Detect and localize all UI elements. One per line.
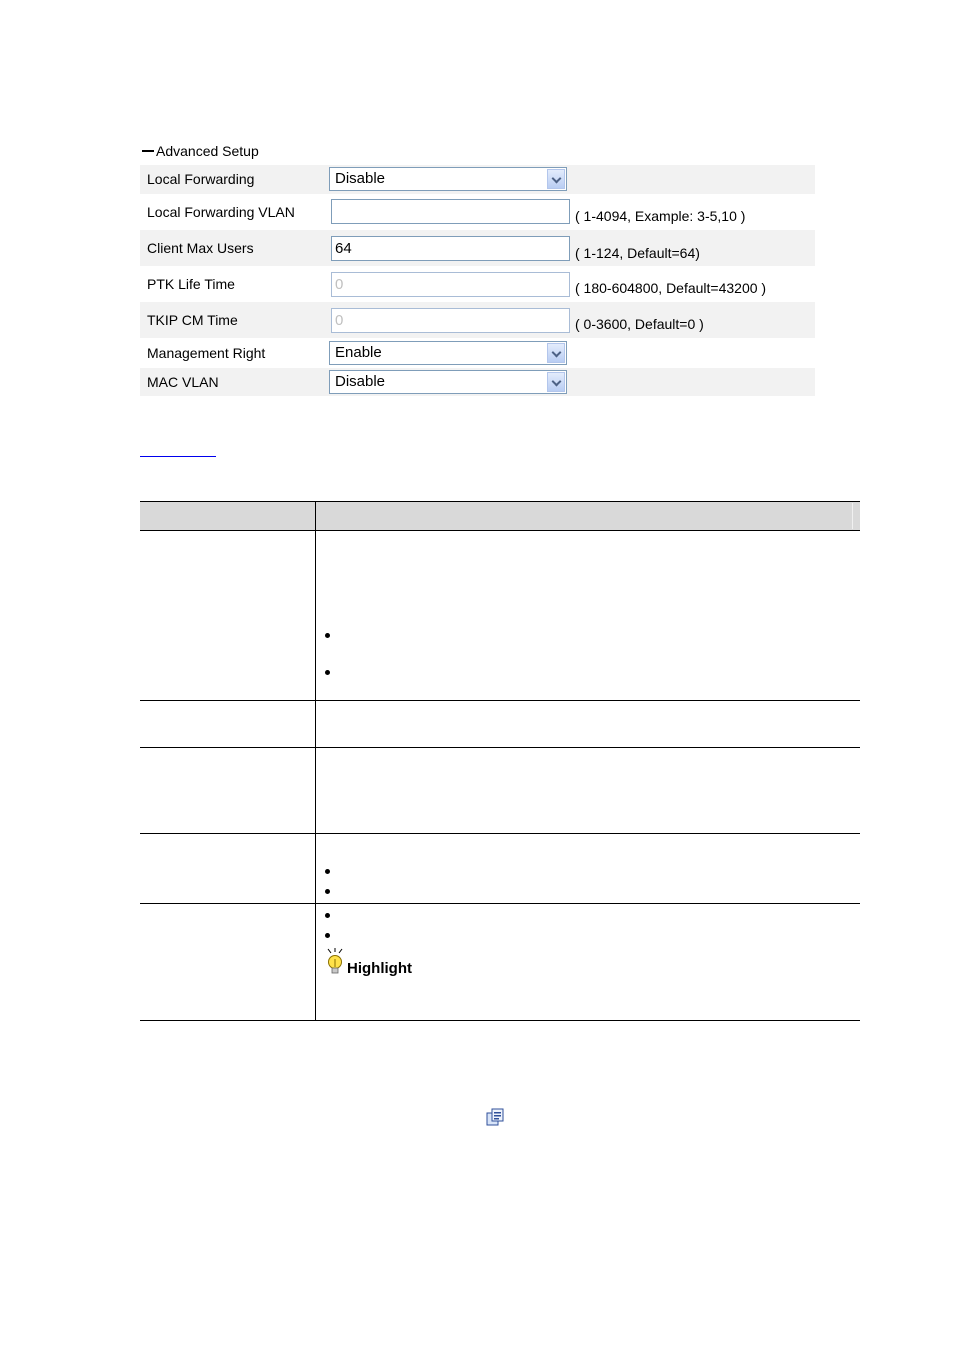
bullet-icon bbox=[325, 633, 330, 638]
chevron-down-icon bbox=[547, 372, 565, 392]
mac-vlan-label: MAC VLAN bbox=[147, 374, 219, 390]
highlight-label: Highlight bbox=[347, 960, 412, 977]
row-client-max-users bbox=[140, 230, 815, 266]
table-row-divider bbox=[140, 833, 860, 834]
table-row-divider bbox=[140, 747, 860, 748]
row-management-right bbox=[140, 338, 815, 368]
collapse-icon bbox=[142, 150, 154, 152]
table-bottom-border bbox=[140, 1020, 860, 1021]
mac-vlan-value: Disable bbox=[335, 373, 386, 390]
figure-link[interactable] bbox=[140, 456, 216, 457]
advanced-setup-toggle[interactable] bbox=[142, 143, 259, 159]
table-header bbox=[140, 501, 860, 531]
table-column-divider bbox=[315, 501, 316, 1021]
local-forwarding-label: Local Forwarding bbox=[147, 171, 255, 187]
copy-icon[interactable] bbox=[485, 1107, 505, 1127]
row-local-forwarding bbox=[140, 165, 815, 194]
management-right-value: Enable bbox=[335, 344, 382, 361]
local-forwarding-value: Disable bbox=[335, 170, 386, 187]
ptk-life-time-label: PTK Life Time bbox=[147, 276, 235, 292]
bullet-icon bbox=[325, 933, 330, 938]
tkip-cm-time-input[interactable]: 0 bbox=[331, 308, 570, 333]
management-right-label: Management Right bbox=[147, 345, 266, 361]
row-local-forwarding-vlan bbox=[140, 194, 815, 230]
table-row-divider bbox=[140, 700, 860, 701]
client-max-users-label: Client Max Users bbox=[147, 240, 254, 256]
mac-vlan-select[interactable] bbox=[329, 370, 567, 394]
local-forwarding-vlan-hint: ( 1-4094, Example: 3-5,10 ) bbox=[575, 208, 746, 224]
row-mac-vlan bbox=[140, 368, 815, 396]
highlight-note bbox=[325, 948, 412, 978]
management-right-select[interactable] bbox=[329, 341, 567, 365]
table-header-divider bbox=[852, 503, 853, 529]
table-row-divider bbox=[140, 903, 860, 904]
bullet-icon bbox=[325, 913, 330, 918]
bullet-icon bbox=[325, 889, 330, 894]
local-forwarding-vlan-label: Local Forwarding VLAN bbox=[147, 204, 295, 220]
bullet-icon bbox=[325, 670, 330, 675]
local-forwarding-select[interactable] bbox=[329, 167, 567, 191]
tkip-cm-time-hint: ( 0-3600, Default=0 ) bbox=[575, 316, 704, 332]
chevron-down-icon bbox=[547, 169, 565, 189]
bullet-icon bbox=[325, 869, 330, 874]
local-forwarding-vlan-input[interactable] bbox=[331, 199, 570, 224]
section-title: Advanced Setup bbox=[156, 143, 259, 159]
client-max-users-hint: ( 1-124, Default=64) bbox=[575, 245, 700, 261]
lightbulb-icon bbox=[325, 948, 345, 978]
tkip-cm-time-label: TKIP CM Time bbox=[147, 312, 238, 328]
client-max-users-input[interactable]: 64 bbox=[331, 236, 570, 261]
row-ptk-life-time bbox=[140, 266, 815, 302]
chevron-down-icon bbox=[547, 343, 565, 363]
ptk-life-time-hint: ( 180-604800, Default=43200 ) bbox=[575, 280, 767, 296]
ptk-life-time-input[interactable]: 0 bbox=[331, 272, 570, 297]
row-tkip-cm-time bbox=[140, 302, 815, 338]
